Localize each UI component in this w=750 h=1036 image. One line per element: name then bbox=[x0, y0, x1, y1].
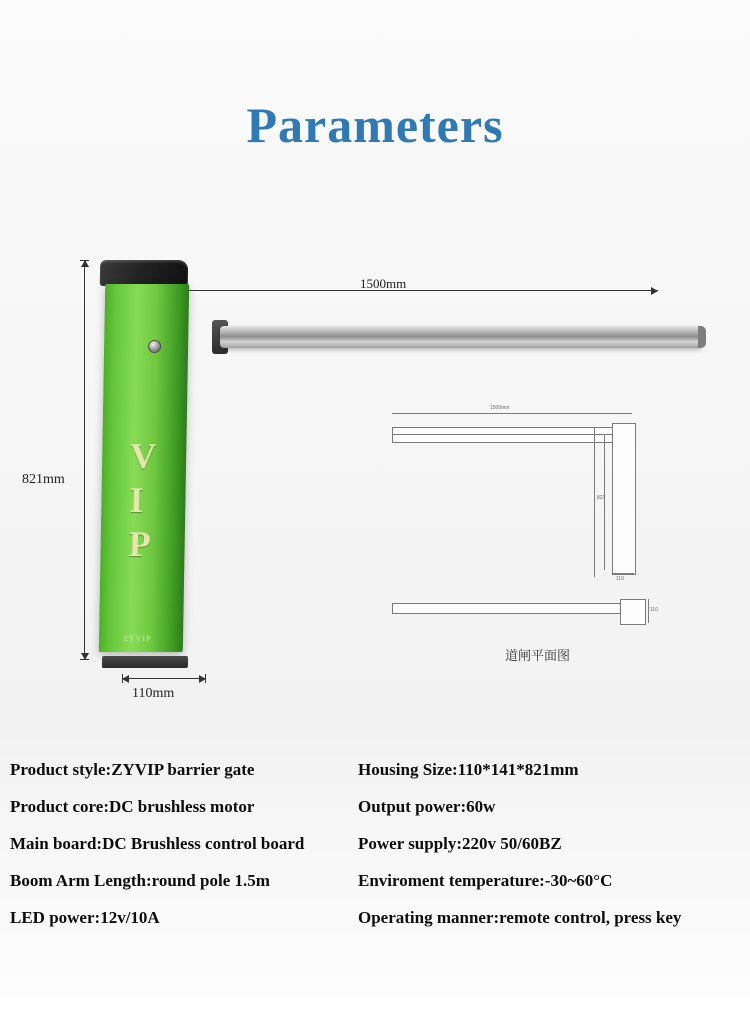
spec-item: LED power:12v/10A bbox=[10, 908, 160, 927]
vip-letter: I bbox=[129, 480, 145, 520]
spec-item: Operating manner:remote control, press key bbox=[358, 908, 682, 927]
gate-brand-tag: ZYVIP bbox=[122, 634, 152, 643]
drawing-boom-centerline bbox=[392, 434, 612, 435]
drawing-plan-boom bbox=[392, 603, 622, 614]
drawing-plan-housing bbox=[620, 599, 646, 625]
spec-item: Power supply:220v 50/60BZ bbox=[358, 834, 562, 853]
arm-length-dimension-label: 1500mm bbox=[360, 276, 407, 291]
spec-item: Product style:ZYVIP barrier gate bbox=[10, 760, 255, 779]
spec-item: Enviroment temperature:-30~60°C bbox=[358, 871, 613, 890]
spec-item: Product core:DC brushless motor bbox=[10, 797, 255, 816]
spec-item: Boom Arm Length:round pole 1.5m bbox=[10, 871, 270, 890]
spec-item: Output power:60w bbox=[358, 797, 496, 816]
arrow-left-icon bbox=[122, 675, 129, 683]
drawing-dim-line-height bbox=[604, 435, 605, 570]
gate-vip-text bbox=[128, 434, 157, 566]
drawing-base-line bbox=[612, 573, 634, 574]
spec-item: Housing Size:110*141*821mm bbox=[358, 760, 579, 779]
gate-base-plate bbox=[102, 656, 188, 668]
spec-column-right bbox=[358, 760, 748, 945]
spec-item: Main board:DC Brushless control board bbox=[10, 834, 305, 853]
width-dimension-label: 110mm bbox=[132, 686, 175, 701]
spec-column-left bbox=[10, 760, 350, 945]
drawing-base-label: 110 bbox=[616, 576, 624, 582]
height-dimension-line bbox=[84, 260, 85, 660]
vip-letter: V bbox=[129, 436, 158, 476]
page-title: Parameters bbox=[246, 97, 504, 153]
specifications bbox=[0, 760, 750, 940]
arrow-right-icon bbox=[199, 675, 206, 683]
barrier-gate-illustration bbox=[100, 260, 188, 660]
boom-arm-end-cap bbox=[698, 326, 706, 348]
gate-top-cap bbox=[100, 260, 189, 286]
arrow-right-icon bbox=[651, 287, 658, 295]
arrow-up-icon bbox=[81, 260, 89, 267]
drawing-dim-line-top bbox=[392, 413, 632, 414]
drawing-plan-label: 110 bbox=[650, 607, 658, 613]
arm-length-dimension-line bbox=[178, 290, 658, 291]
drawing-plan-dim-line bbox=[648, 599, 649, 623]
gate-housing bbox=[99, 284, 189, 652]
height-dimension-label: 821mm bbox=[22, 472, 65, 487]
drawing-ext-line bbox=[594, 427, 595, 577]
drawing-top-label: 1500mm bbox=[490, 405, 510, 411]
lock-icon bbox=[148, 340, 161, 353]
drawing-caption: 道闸平面图 bbox=[505, 648, 571, 663]
vip-letter: P bbox=[128, 524, 153, 564]
drawing-boom-arm bbox=[392, 427, 614, 443]
technical-drawing bbox=[380, 395, 680, 665]
drawing-height-label: 821 bbox=[597, 495, 606, 501]
arrow-down-icon bbox=[81, 653, 89, 660]
drawing-housing-front bbox=[612, 423, 636, 575]
width-dimension-line bbox=[122, 678, 206, 679]
boom-arm bbox=[220, 326, 702, 348]
